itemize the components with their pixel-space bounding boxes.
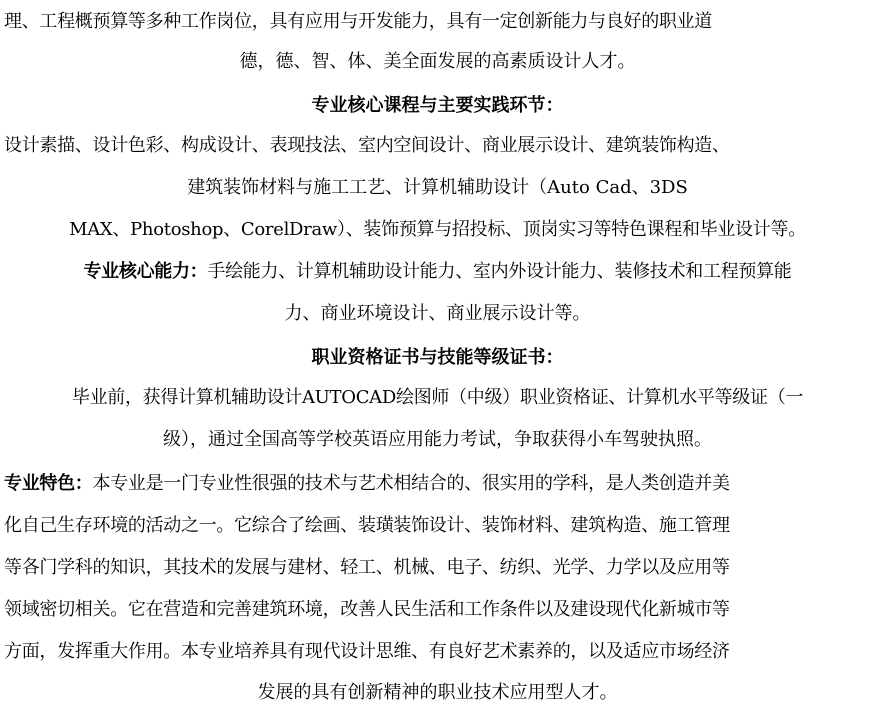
abilities-line-2: 力、商业环境设计、商业展示设计等。 bbox=[284, 303, 591, 324]
features-line-3: 等各门学科的知识，其技术的发展与建材、轻工、机械、电子、纺织、光学、力学以及应用等 bbox=[4, 557, 730, 578]
certificates-line-1: 毕业前，获得计算机辅助设计AUTOCAD绘图师（中级）职业资格证、计算机水平等级证（一 bbox=[71, 387, 804, 408]
abilities-text: 手绘能力、计算机辅助设计能力、室内外设计能力、装修技术和工程预算能 bbox=[207, 261, 792, 282]
intro-line-1: 理、工程概预算等多种工作岗位，具有应用与开发能力，具有一定创新能力与良好的职业道 bbox=[4, 11, 712, 32]
courses-heading: 专业核心课程与主要实践环节： bbox=[311, 95, 564, 116]
features-label: 专业特色： bbox=[4, 473, 93, 494]
certificates-line-2: 级），通过全国高等学校英语应用能力考试，争取获得小车驾驶执照。 bbox=[163, 429, 712, 450]
abilities-label: 专业核心能力： bbox=[83, 261, 208, 282]
features-line-4: 领域密切相关。它在营造和完善建筑环境，改善人民生活和工作条件以及建设现代化新城市等 bbox=[4, 599, 730, 620]
courses-line-1: 设计素描、设计色彩、构成设计、表现技法、室内空间设计、商业展示设计、建筑装饰构造、 bbox=[4, 135, 730, 156]
courses-line-2: 建筑装饰材料与施工工艺、计算机辅助设计（Auto Cad、3DS bbox=[187, 177, 688, 198]
certificates-heading: 职业资格证书与技能等级证书： bbox=[311, 347, 564, 368]
features-text: 本专业是一门专业性很强的技术与艺术相结合的、很实用的学科，是人类创造并美 bbox=[92, 473, 730, 494]
features-line-5: 方面，发挥重大作用。本专业培养具有现代设计思维、有良好艺术素养的，以及适应市场经济 bbox=[4, 641, 730, 662]
abilities-line-1 bbox=[0, 252, 875, 292]
features-line-2: 化自己生存环境的活动之一。它综合了绘画、装璜装饰设计、装饰材料、建筑构造、施工管理 bbox=[4, 515, 730, 536]
features-line-1 bbox=[0, 464, 875, 504]
courses-line-3: MAX、Photoshop、CorelDraw）、装饰预算与招投标、顶岗实习等特色课程和毕业设计等。 bbox=[69, 219, 806, 240]
features-line-6: 发展的具有创新精神的职业技术应用型人才。 bbox=[257, 682, 618, 702]
intro-line-2: 德，德、智、体、美全面发展的高素质设计人才。 bbox=[239, 51, 636, 72]
